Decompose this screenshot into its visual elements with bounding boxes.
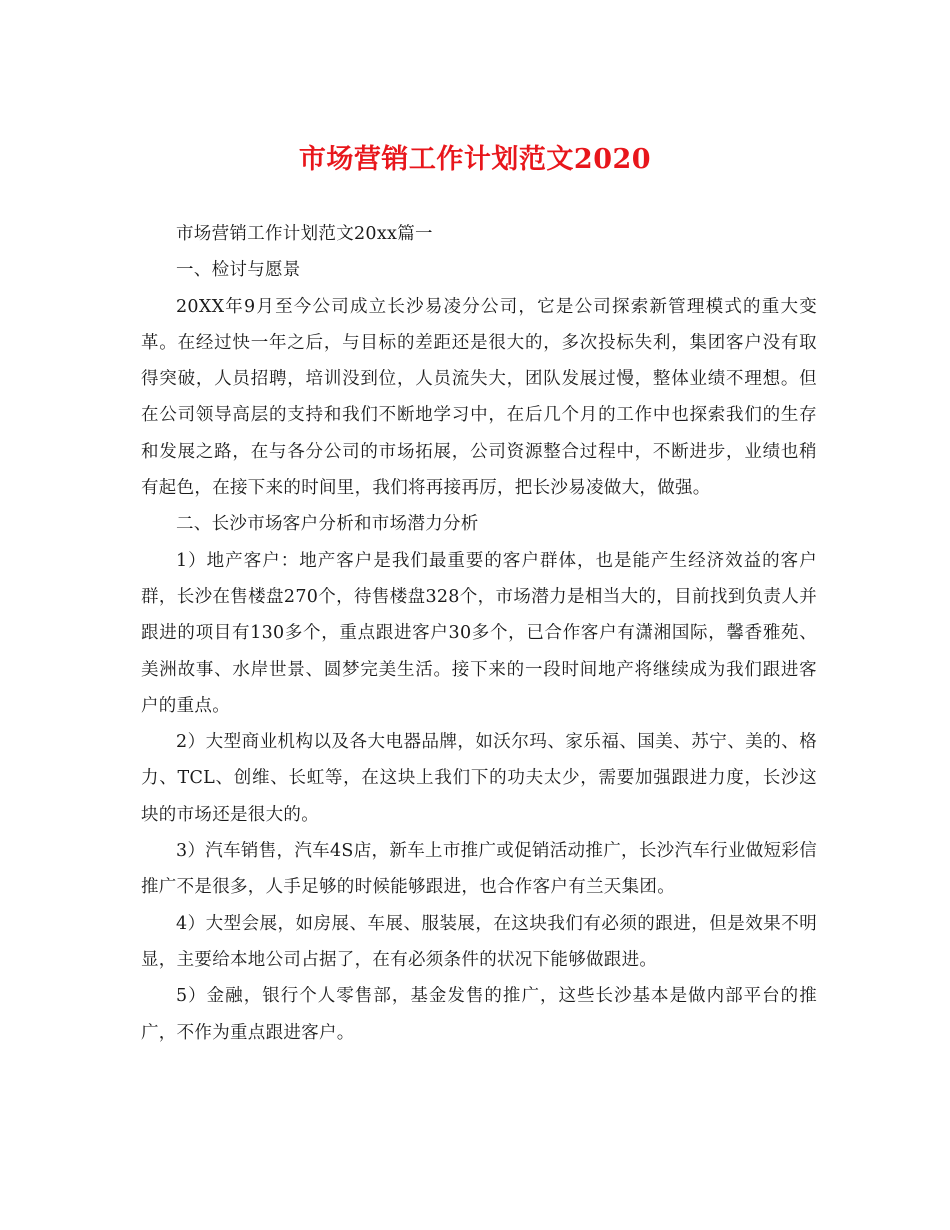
document-body: [141, 216, 817, 1051]
paragraph-review: 20XX年9月至今公司成立长沙易凌分公司，它是公司探索新管理模式的重大变革。在经过快一年之后，与目标的差距还是很大的，多次投标失利，集团客户没有取得突破，人员招聘，培训没到位，人员流失大，团队发展过慢，整体业绩不理想。但在公司领导高层的支持和我们不断地学习中，在后几个月的工作中也探索我们的生存和发展之路，在与各分公司的市场拓展，公司资源整合过程中，不断进步，业绩也稍有起色，在接下来的时间里，我们将再接再厉，把长沙易凌做大，做强。: [141, 296, 817, 499]
paragraph-subtitle: 市场营销工作计划范文20xx篇一: [176, 224, 433, 244]
paragraph-automobile: 3）汽车销售，汽车4S店，新车上市推广或促销活动推广，长沙汽车行业做短彩信推广不是很多，人手足够的时候能够跟进，也合作客户有兰天集团。: [141, 841, 817, 898]
document-title: 市场营销工作计划范文2020: [298, 144, 652, 175]
paragraph-section-heading: 二、长沙市场客户分析和市场潜力分析: [176, 514, 479, 535]
paragraph-commercial: 2）大型商业机构以及各大电器品牌，如沃尔玛、家乐福、国美、苏宁、美的、格力、TCL、创维、长虹等，在这块上我们下的功夫太少，需要加强跟进力度，长沙这块的市场还是很大的。: [141, 732, 817, 825]
paragraph-finance: 5）金融，银行个人零售部，基金发售的推广，这些长沙基本是做内部平台的推广，不作为重点跟进客户。: [141, 986, 817, 1043]
paragraph-real-estate: 1）地产客户：地产客户是我们最重要的客户群体，也是能产生经济效益的客户群，长沙在售楼盘270个，待售楼盘328个，市场潜力是相当大的，目前找到负责人并跟进的项目有130多个，重点跟进客户30多个，已合作客户有潇湘国际，馨香雅苑、美洲故事、水岸世景、圆梦完美生活。接下来的一段时间地产将继续成为我们跟进客户的重点。: [141, 550, 817, 716]
paragraph-section-heading: 一、检讨与愿景: [176, 260, 301, 281]
paragraph-exhibition: 4）大型会展，如房展、车展、服装展，在这块我们有必须的跟进，但是效果不明显，主要给本地公司占据了，在有必须条件的状况下能够做跟进。: [141, 913, 817, 970]
